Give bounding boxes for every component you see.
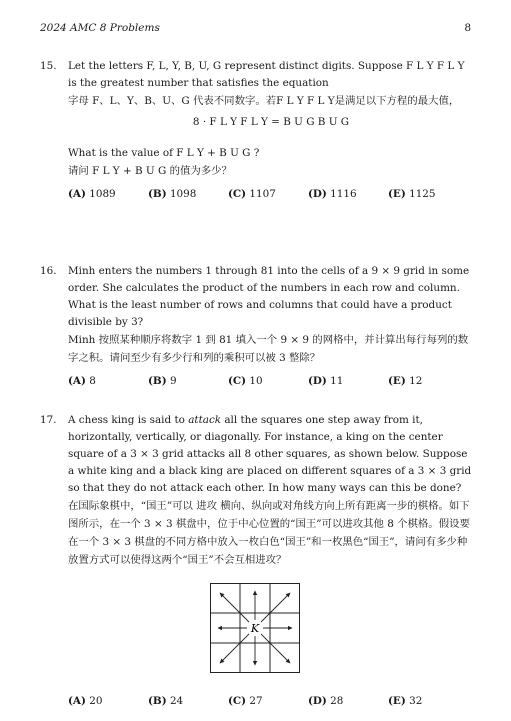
choice-d[interactable]: (D) 11 [308,375,344,387]
king-attack-figure [210,583,300,673]
problem-number: 16. [40,265,57,277]
document-title: 2024 AMC 8 Problems [40,22,160,34]
choice-c[interactable]: (C) 1107 [228,188,276,200]
choice-d[interactable]: (D) 1116 [308,188,357,200]
problem-number: 15. [40,60,57,72]
choice-a[interactable]: (A) 20 [68,695,103,707]
choice-a[interactable]: (A) 8 [68,375,96,387]
answer-choices [68,186,474,203]
problem-text-zh: Minh 按照某种顺序将数字 1 到 81 填入一个 9 × 9 的网格中，并计算出每行每列的数字之积。请问至少有多少行和列的乘积可以被 3 整除？ [68,334,469,364]
choice-b[interactable]: (B) 9 [148,375,177,387]
choice-d[interactable]: (D) 28 [308,695,344,707]
choice-b[interactable]: (B) 1098 [148,188,197,200]
problem-text-en: A chess king is said to attack all the squares one step away from it, horizontally, vertically, or diagonally. For instance, a king on the center square of a 3 × 3 grid attacks all 8 other squares, as shown below. Suppose a white king and a black king are placed on different squares of a 3 × 3 grid so that they do not attack each other. In how many ways can this be done? [68,414,472,494]
page-number: 8 [464,22,471,34]
answer-choices [68,373,474,390]
choice-b[interactable]: (B) 24 [148,695,184,707]
problem-15 [40,58,474,203]
question-text-zh: 请问 F L Y + B U G 的值为多少？ [68,165,232,177]
problem-text-zh: 字母 F、L、Y、B、U、G 代表不同数字。若F L Y F L Y是满足以下方程的最大值， [68,95,460,107]
king-label: K [250,622,260,635]
choice-c[interactable]: (C) 27 [228,695,263,707]
problem-17 [40,412,474,569]
page-header [40,22,471,36]
problem-17-choices [40,693,474,710]
choice-e[interactable]: (E) 32 [388,695,423,707]
problem-text-zh: 在国际象棋中，“国王”可以 进攻 横向、纵向或对角线方向上所有距离一步的棋格。如下图所示，在一个 3 × 3 棋盘中，位于中心位置的“国王”可以进攻其他 8 个棋格。假设要在一个 3 × 3 棋盘的不同方格中放入一枚白色“国王”和一枚黑色“国王”，请问有多少种放置方式可以使得这两个“国王”不会互相进攻？ [68,500,470,566]
equation: 8 · F L Y F L Y = B U G B U G [192,116,350,128]
choice-c[interactable]: (C) 10 [228,375,263,387]
problem-text-en: Minh enters the numbers 1 through 81 into the cells of a 9 × 9 grid in some order. She calculates the product of the numbers in each row and column. What is the least number of rows and columns that could have a product divisible by 3? [68,265,470,328]
problem-text-en: Let the letters F, L, Y, B, U, G represent distinct digits. Suppose F L Y F L Y is the greatest number that satisfies the equation [68,60,465,89]
choice-a[interactable]: (A) 1089 [68,188,116,200]
problem-number: 17. [40,414,57,426]
problem-16 [40,263,474,390]
question-text-en: What is the value of F L Y + B U G ? [68,147,260,159]
choice-e[interactable]: (E) 12 [388,375,423,387]
choice-e[interactable]: (E) 1125 [388,188,436,200]
answer-choices [68,693,474,710]
